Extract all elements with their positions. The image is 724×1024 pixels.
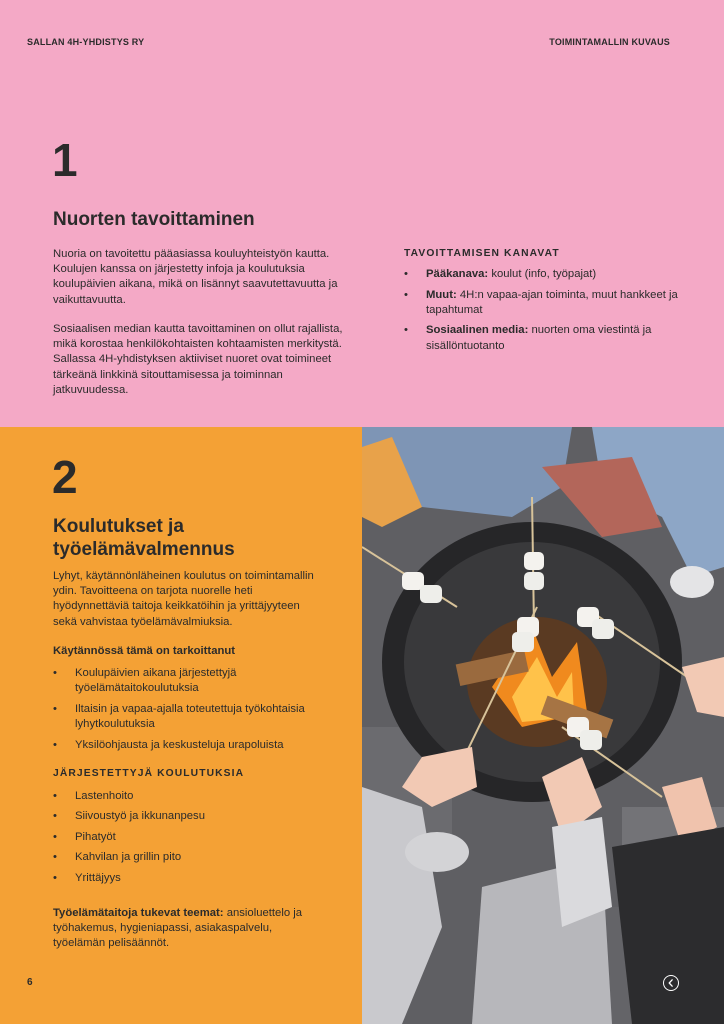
bullet: • xyxy=(53,790,57,802)
training-text: Lastenhoito xyxy=(75,790,134,802)
section-1-paragraph-2: Sosiaalisen median kautta tavoittaminen on ollut rajallista, mikä korostaa henkilökohtaisten kohtaamisten merkitystä. Sallassa 4H-yhdistyksen aktiiviset nuoret ovat toimineet tärkeänä linkkinä sitouttamisessa ja toiminnan jatkuvuudessa. xyxy=(53,323,343,396)
trainings-heading: JÄRJESTETTYJÄ KOULUTUKSIA xyxy=(53,768,245,779)
back-button[interactable] xyxy=(663,975,679,991)
bullet: • xyxy=(404,268,408,280)
section-1-title: Nuorten tavoittaminen xyxy=(53,209,255,230)
channel-label: Pääkanava: xyxy=(426,268,489,280)
practice-text: Koulupäivien aikana järjestettyjä työelämätaitokoulutuksia xyxy=(75,667,237,695)
channels-list xyxy=(404,267,704,359)
training-text: Siivoustyö ja ikkunanpesu xyxy=(75,810,205,823)
list-item xyxy=(53,871,343,886)
list-item xyxy=(53,830,343,845)
training-text: Yrittäjyys xyxy=(75,871,121,884)
practice-text: Yksilöohjausta ja keskusteluja urapoluista xyxy=(75,738,284,751)
bullet: • xyxy=(53,851,57,864)
bullet: • xyxy=(404,288,408,301)
themes-label: Työelämätaitoja tukevat teemat: xyxy=(53,907,224,919)
practice-list xyxy=(53,666,343,758)
chevron-left-icon xyxy=(666,978,676,988)
practice-heading: Käytännössä tämä on tarkoittanut xyxy=(53,645,236,657)
section-1-number: 1 xyxy=(52,134,78,186)
practice-text: Iltaisin ja vapaa-ajalla toteutettuja työkohtaisia lyhytkoulutuksia xyxy=(75,702,305,730)
section-2-intro: Lyhyt, käytännönläheinen koulutus on toimintamallin ydin. Tavoitteena on tarjota nuorelle heti hyödynnettäviä taitoja keikkatöihin ja yrittäjyyteen sekä vahvistaa työelämävalmiuksia. xyxy=(53,570,314,628)
list-item xyxy=(404,323,704,353)
themes-paragraph xyxy=(53,906,315,952)
channels-heading: TAVOITTAMISEN KANAVAT xyxy=(404,248,560,259)
list-item xyxy=(53,809,343,824)
list-item xyxy=(53,702,343,732)
list-item xyxy=(53,738,343,753)
list-item xyxy=(404,288,704,318)
training-text: Pihatyöt xyxy=(75,830,116,843)
channel-text: nuorten oma viestintä ja sisällöntuotanto xyxy=(426,324,652,352)
trainings-list xyxy=(53,789,343,891)
list-item xyxy=(53,666,343,696)
org-name: SALLAN 4H-YHDISTYS RY xyxy=(27,37,145,47)
section-1-paragraph-1: Nuoria on tavoitettu pääasiassa kouluyhteistyön kautta. Koulujen kanssa on järjestetty infoja ja koulutuksia koulupäivien aikana, mikä on lisännyt saavutettavuutta ja vaikuttavuutta. xyxy=(53,248,338,306)
channel-text: koulut (info, työpajat) xyxy=(488,268,597,280)
list-item xyxy=(53,850,343,865)
bullet: • xyxy=(404,324,408,337)
channel-label: Muut: xyxy=(426,288,457,301)
bullet: • xyxy=(53,830,57,843)
bullet: • xyxy=(53,871,57,884)
themes-text: ansioluettelo ja työhakemus, hygieniapassi, asiakaspalvelu, työelämän pelisäännöt. xyxy=(53,907,303,950)
document-title: TOIMINTAMALLIN KUVAUS xyxy=(549,37,670,47)
bullet: • xyxy=(53,702,57,715)
campfire-marshmallow-photo xyxy=(362,427,724,1024)
list-item xyxy=(53,789,343,804)
section-2-title: Koulutukset ja työelämävalmennus xyxy=(53,516,235,560)
list-item xyxy=(404,267,704,282)
channel-text: 4H:n vapaa-ajan toiminta, muut hankkeet ja tapahtumat xyxy=(426,288,678,316)
bullet: • xyxy=(53,810,57,823)
training-text: Kahvilan ja grillin pito xyxy=(75,851,182,864)
page-number: 6 xyxy=(27,977,33,988)
bullet: • xyxy=(53,738,57,751)
channel-label: Sosiaalinen media: xyxy=(426,324,529,337)
section-2-number: 2 xyxy=(52,451,78,503)
bullet: • xyxy=(53,667,57,679)
